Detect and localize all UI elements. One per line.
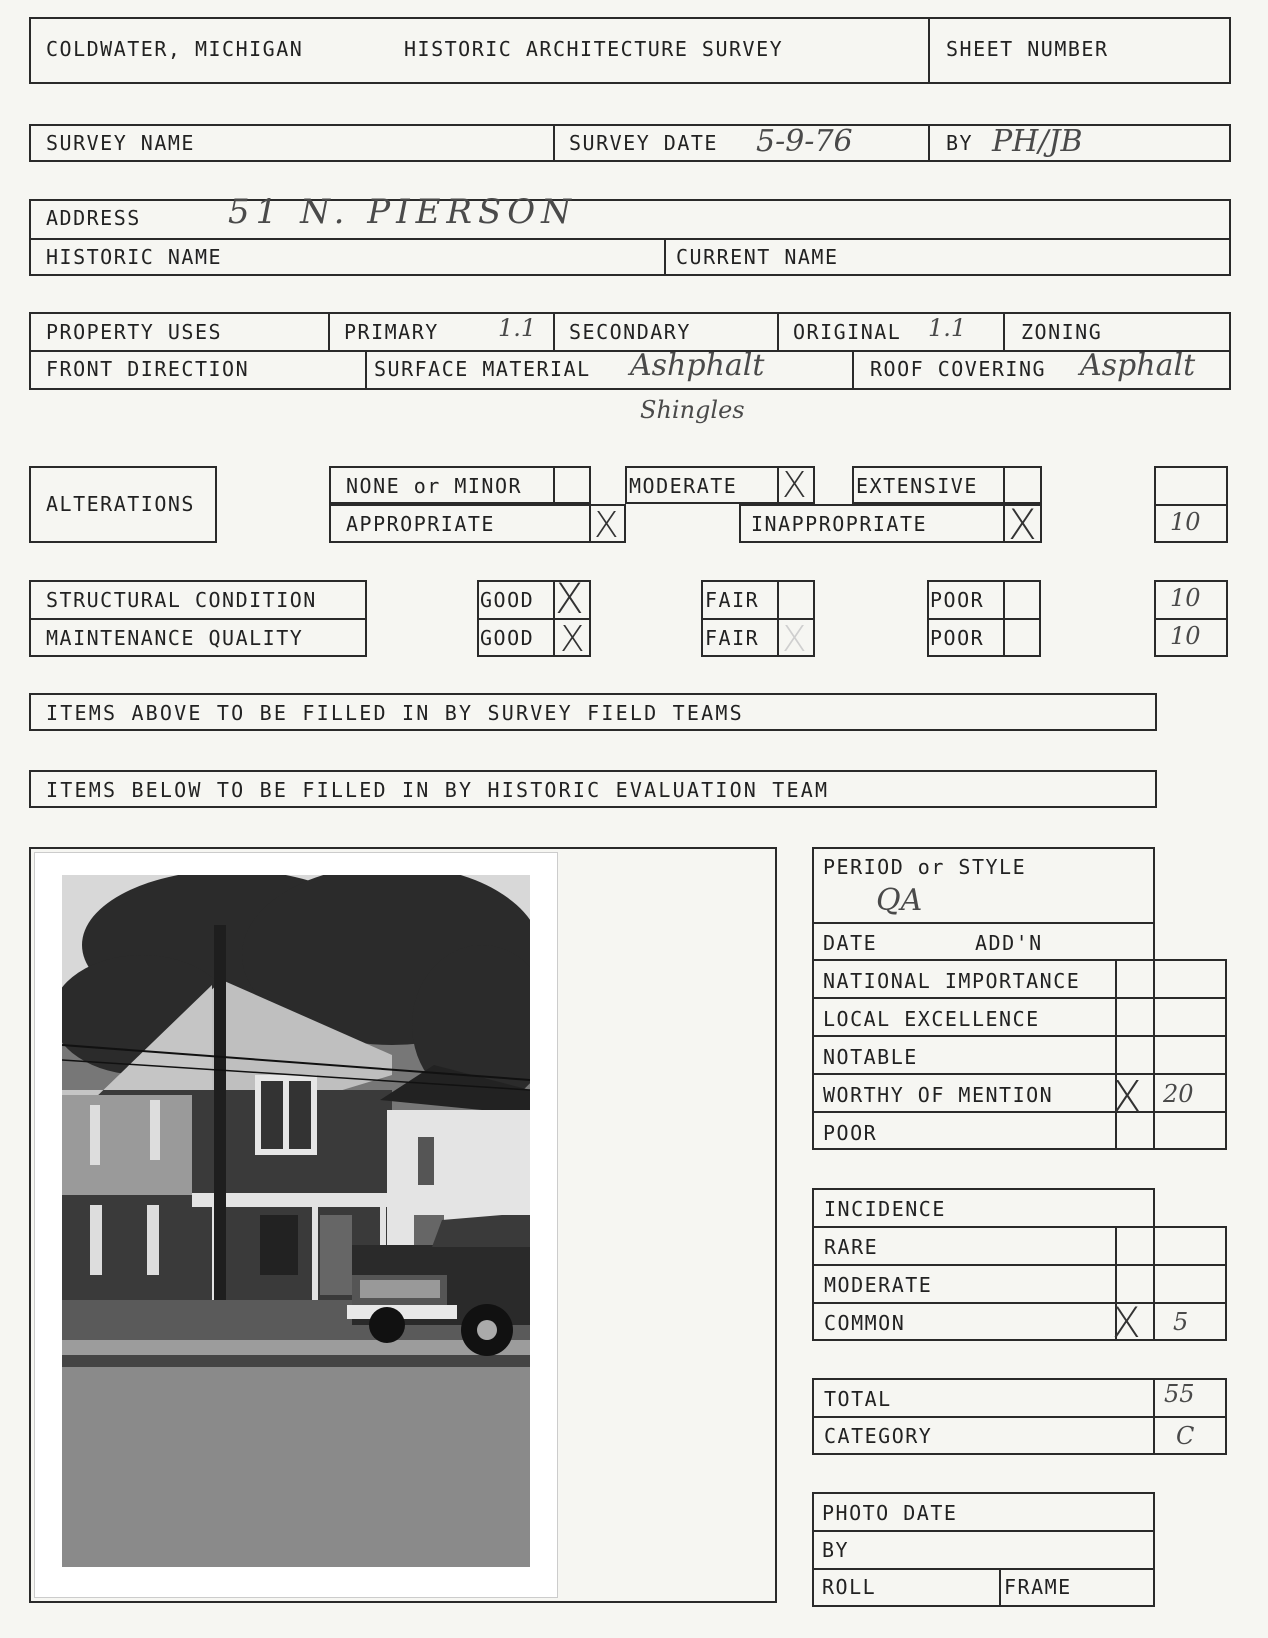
maintenance-score: 10: [1170, 622, 1201, 650]
none-minor-label: NONE or MINOR: [346, 474, 523, 498]
fair-label-2: FAIR: [705, 626, 760, 650]
primary-value: 1.1: [498, 314, 537, 342]
utility-pole: [214, 925, 226, 1325]
original-value: 1.1: [928, 314, 967, 342]
appropriate-check-div: [589, 504, 591, 543]
condition-hline: [29, 618, 367, 620]
surface-material-label: SURFACE MATERIAL: [374, 357, 591, 381]
maintenance-quality-label: MAINTENANCE QUALITY: [46, 626, 304, 650]
survey-date-label: SURVEY DATE: [569, 131, 718, 155]
photo-info-hline-1: [812, 1530, 1155, 1532]
notable-label: NOTABLE: [823, 1045, 918, 1069]
poor-check-div: [1003, 580, 1005, 657]
maintenance-fair-faint-mark: X: [782, 619, 807, 660]
eval-poor-label: POOR: [823, 1121, 878, 1145]
total-label: TOTAL: [824, 1387, 892, 1411]
period-style-value: QA: [876, 883, 923, 918]
poor-hline: [927, 618, 1041, 620]
maintenance-good-mark: X: [560, 619, 585, 660]
survey-divider-2: [928, 124, 930, 162]
appropriate-mark: X: [594, 505, 619, 546]
good-label-2: GOOD: [480, 626, 535, 650]
imp-hline-1: [812, 997, 1227, 999]
worthy-score: 20: [1163, 1080, 1194, 1108]
appropriate-label: APPROPRIATE: [346, 512, 495, 536]
moderate-label: MODERATE: [629, 474, 738, 498]
survey-name-label: SURVEY NAME: [46, 131, 195, 155]
form-title: HISTORIC ARCHITECTURE SURVEY: [404, 37, 784, 61]
current-name-divider: [664, 238, 666, 276]
inappropriate-mark: X: [1008, 500, 1037, 549]
prop-div-3: [777, 312, 779, 350]
imp-vline-2: [1153, 959, 1155, 1150]
good-label-1: GOOD: [480, 588, 535, 612]
worthy-of-mention-label: WORTHY OF MENTION: [823, 1083, 1054, 1107]
alterations-score: 10: [1170, 508, 1201, 536]
historic-name-label: HISTORIC NAME: [46, 245, 223, 269]
current-name-label: CURRENT NAME: [676, 245, 839, 269]
imp-hline-4: [812, 1111, 1227, 1113]
total-value: 55: [1164, 1380, 1195, 1408]
moderate-mark: X: [782, 465, 807, 506]
items-above-note: ITEMS ABOVE TO BE FILLED IN BY SURVEY FIELD TEAMS: [46, 701, 744, 725]
sheet-number-divider: [928, 17, 930, 84]
photo-info-vline: [999, 1568, 1001, 1607]
surface-material-value2: Shingles: [640, 396, 745, 424]
fair-check-div: [777, 580, 779, 657]
street: [62, 1365, 530, 1567]
date-label: DATE: [823, 931, 878, 955]
primary-label: PRIMARY: [344, 320, 439, 344]
incidence-label: INCIDENCE: [824, 1197, 946, 1221]
survey-by-label: BY: [946, 131, 974, 155]
house-photo: [62, 875, 530, 1567]
common-label: COMMON: [824, 1311, 906, 1335]
category-value: C: [1176, 1422, 1195, 1450]
address-hline: [29, 238, 1231, 240]
survey-date-value: 5-9-76: [756, 124, 853, 159]
moderate-check-div: [777, 466, 779, 504]
poor-label-2: POOR: [930, 626, 985, 650]
imp-hline-2: [812, 1035, 1227, 1037]
structural-good-mark: X: [555, 574, 584, 623]
roof-covering-value: Asphalt: [1080, 348, 1196, 383]
city-label: COLDWATER, MICHIGAN: [46, 37, 304, 61]
national-importance-label: NATIONAL IMPORTANCE: [823, 969, 1081, 993]
alterations-label: ALTERATIONS: [46, 492, 195, 516]
prop-div-1: [328, 312, 330, 350]
inc-vline-2: [1153, 1226, 1155, 1341]
poor-label-1: POOR: [930, 588, 985, 612]
extensive-check-div: [1003, 466, 1005, 504]
alterations-score-hline: [1154, 504, 1228, 506]
inc-hline-1: [812, 1264, 1227, 1266]
rare-label: RARE: [824, 1235, 879, 1259]
category-label: CATEGORY: [824, 1424, 933, 1448]
local-excellence-label: LOCAL EXCELLENCE: [823, 1007, 1040, 1031]
totals-hline: [812, 1416, 1227, 1418]
address-label: ADDRESS: [46, 206, 141, 230]
incidence-moderate-label: MODERATE: [824, 1273, 933, 1297]
address-value: 51 N. PIERSON: [228, 192, 577, 232]
worthy-mark: X: [1112, 1072, 1143, 1123]
items-below-note: ITEMS BELOW TO BE FILLED IN BY HISTORIC EVALUATION TEAM: [46, 778, 830, 802]
extensive-label: EXTENSIVE: [856, 474, 978, 498]
survey-divider-1: [553, 124, 555, 162]
inc-hline-2: [812, 1302, 1227, 1304]
totals-vline: [1153, 1378, 1155, 1455]
imp-hline-3: [812, 1073, 1227, 1075]
photo-by-label: BY: [822, 1538, 850, 1562]
structural-condition-label: STRUCTURAL CONDITION: [46, 588, 317, 612]
prop-div-2: [553, 312, 555, 350]
structural-score: 10: [1170, 584, 1201, 612]
photo-info-hline-2: [812, 1568, 1155, 1570]
prop-div-4: [1003, 312, 1005, 350]
zoning-label: ZONING: [1021, 320, 1103, 344]
roof-covering-label: ROOF COVERING: [870, 357, 1047, 381]
frame-label: FRAME: [1004, 1575, 1072, 1599]
inappropriate-check-div: [1003, 504, 1005, 543]
none-minor-check-div: [553, 466, 555, 504]
roll-label: ROLL: [822, 1575, 877, 1599]
secondary-label: SECONDARY: [569, 320, 691, 344]
prop-div-5: [365, 350, 367, 390]
original-label: ORIGINAL: [793, 320, 902, 344]
period-style-label: PERIOD or STYLE: [823, 855, 1027, 879]
fair-label-1: FAIR: [705, 588, 760, 612]
prop-div-6: [852, 350, 854, 390]
addn-label: ADD'N: [975, 931, 1043, 955]
common-score: 5: [1173, 1308, 1189, 1336]
condition-score-hline: [1154, 618, 1228, 620]
surface-material-value: Ashphalt: [630, 348, 765, 383]
common-mark: X: [1112, 1298, 1141, 1347]
property-uses-label: PROPERTY USES: [46, 320, 223, 344]
survey-by-value: PH/JB: [992, 124, 1083, 159]
sheet-number-label: SHEET NUMBER: [946, 37, 1109, 61]
photo-date-label: PHOTO DATE: [822, 1501, 958, 1525]
inappropriate-label: INAPPROPRIATE: [751, 512, 928, 536]
front-direction-label: FRONT DIRECTION: [46, 357, 250, 381]
